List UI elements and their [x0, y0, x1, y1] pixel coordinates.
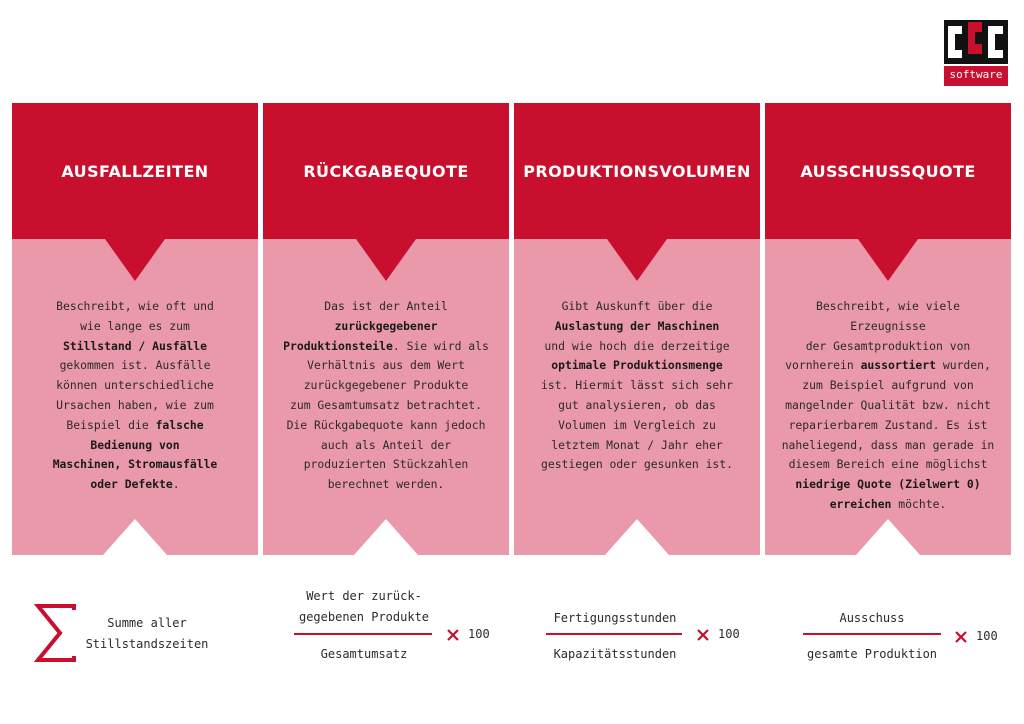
highlight-text: niedrige Quote (Zielwert 0) [795, 477, 981, 492]
multiply-icon [446, 628, 460, 642]
description-text: können unterschiedliche [56, 378, 214, 393]
logo-letters-graphic [944, 20, 1008, 64]
multiply-icon [696, 628, 710, 642]
card-header [514, 103, 760, 239]
kpi-card-ausfallzeiten [12, 103, 258, 555]
scrap-rate-numerator: Ausschuss [839, 611, 905, 625]
card-notch [856, 519, 920, 555]
company-logo [944, 20, 1008, 86]
description-text: diesem Bereich eine möglichst [788, 457, 988, 472]
card-title: RÜCKGABEQUOTE [303, 162, 469, 181]
kpi-card-produktionsvolumen [514, 103, 760, 555]
description-text: Verhältnis aus dem Wert [307, 358, 465, 373]
description-text: wurden, [936, 358, 991, 373]
card-body [765, 239, 1011, 555]
scrap-rate-denominator: gesamte Produktion [806, 647, 938, 661]
card-body [12, 239, 258, 555]
description-text: Beschreibt, wie viele Erzeugnisse [815, 299, 960, 333]
description-text: letztem Monat / Jahr eher [551, 437, 723, 452]
sum-formula-line1: Summe aller [107, 616, 187, 630]
description-text: berechnet werden. [327, 477, 445, 492]
card-description [528, 297, 746, 475]
description-text: auch als Anteil der [320, 437, 452, 452]
description-text: Beschreibt, wie oft und [56, 299, 214, 313]
description-text: zum Gesamtumsatz betrachtet. [289, 397, 483, 412]
description-text: der Gesamtproduktion von [805, 338, 971, 353]
production-volume-fraction-line [546, 633, 682, 635]
description-text: gut analysieren, ob das [558, 397, 716, 412]
sum-formula-line2: Stillstandszeiten [85, 637, 209, 651]
description-text: möchte. [891, 496, 947, 511]
highlight-text: erreichen [829, 496, 892, 511]
highlight-text: Stillstand / Ausfälle [62, 338, 207, 353]
highlight-text: oder Defekte [90, 477, 173, 492]
logo-wordmark: software [949, 68, 1003, 81]
description-text: naheliegend, dass man gerade in [781, 437, 995, 452]
card-header [12, 103, 258, 239]
return-rate-factor: 100 [468, 627, 490, 641]
card-pointer [607, 239, 667, 281]
highlight-text: falsche [155, 417, 204, 432]
card-body [514, 239, 760, 555]
return-rate-denominator: Gesamtumsatz [320, 647, 408, 661]
highlight-text: aussortiert [860, 358, 936, 373]
multiply-icon [954, 630, 968, 644]
description-text: Gibt Auskunft über die [561, 299, 713, 313]
card-header [765, 103, 1011, 239]
highlight-text: Produktionsteile [283, 338, 393, 353]
description-text: Die Rückgabequote kann jedoch [286, 417, 486, 432]
description-text: gekommen ist. Ausfälle [59, 358, 211, 373]
description-text: ist. Hiermit lässt sich sehr [540, 378, 734, 393]
description-text: zum Beispiel aufgrund von [802, 378, 974, 393]
production-volume-numerator: Fertigungsstunden [553, 611, 677, 625]
card-notch [354, 519, 418, 555]
logo-letters-block [944, 20, 1008, 64]
return-rate-numerator-line2: gegebenen Produkte [298, 610, 430, 624]
card-title: AUSFALLZEITEN [61, 162, 209, 181]
description-text: mangelnder Qualität bzw. nicht [785, 397, 991, 412]
description-text: gestiegen oder gesunken ist. [540, 457, 734, 472]
production-volume-factor: 100 [718, 627, 740, 641]
production-volume-denominator: Kapazitätsstunden [553, 647, 677, 661]
description-text: Das ist der Anteil [324, 299, 448, 313]
card-header [263, 103, 509, 239]
description-text: und wie hoch die derzeitige [544, 338, 730, 353]
card-notch [605, 519, 669, 555]
card-description [277, 297, 495, 495]
scrap-rate-fraction-line [803, 633, 941, 635]
card-pointer [858, 239, 918, 281]
description-text: vornherein [785, 358, 861, 373]
kpi-card-rueckgabequote [263, 103, 509, 555]
highlight-text: zurückgegebener [334, 318, 438, 333]
description-text: reparierbarem Zustand. Es ist [788, 417, 988, 432]
highlight-text: Maschinen, Stromausfälle [52, 457, 218, 472]
description-text: wie lange es zum [80, 318, 190, 333]
description-text: . [172, 477, 180, 492]
card-title: PRODUKTIONSVOLUMEN [523, 162, 751, 181]
highlight-text: Bedienung von [90, 437, 180, 452]
description-text: Volumen im Vergleich zu [558, 417, 716, 432]
sigma-icon [34, 604, 78, 662]
description-text: Ursachen haben, wie zum [56, 397, 214, 412]
card-description [779, 297, 997, 515]
card-pointer [105, 239, 165, 281]
description-text: produzierten Stückzahlen [303, 457, 469, 472]
scrap-rate-factor: 100 [976, 629, 998, 643]
description-text: . Sie wird als [392, 338, 489, 353]
description-text: Beispiel die [66, 417, 156, 432]
description-text: zurückgegebener Produkte [303, 378, 469, 393]
highlight-text: optimale Produktionsmenge [551, 358, 723, 373]
card-description [26, 297, 244, 495]
card-notch [103, 519, 167, 555]
highlight-text: Auslastung der Maschinen [554, 318, 720, 333]
kpi-card-ausschussquote [765, 103, 1011, 555]
card-body [263, 239, 509, 555]
return-rate-fraction-line [294, 633, 432, 635]
card-pointer [356, 239, 416, 281]
return-rate-numerator-line1: Wert der zurück- [306, 589, 422, 603]
card-title: AUSSCHUSSQUOTE [800, 162, 976, 181]
